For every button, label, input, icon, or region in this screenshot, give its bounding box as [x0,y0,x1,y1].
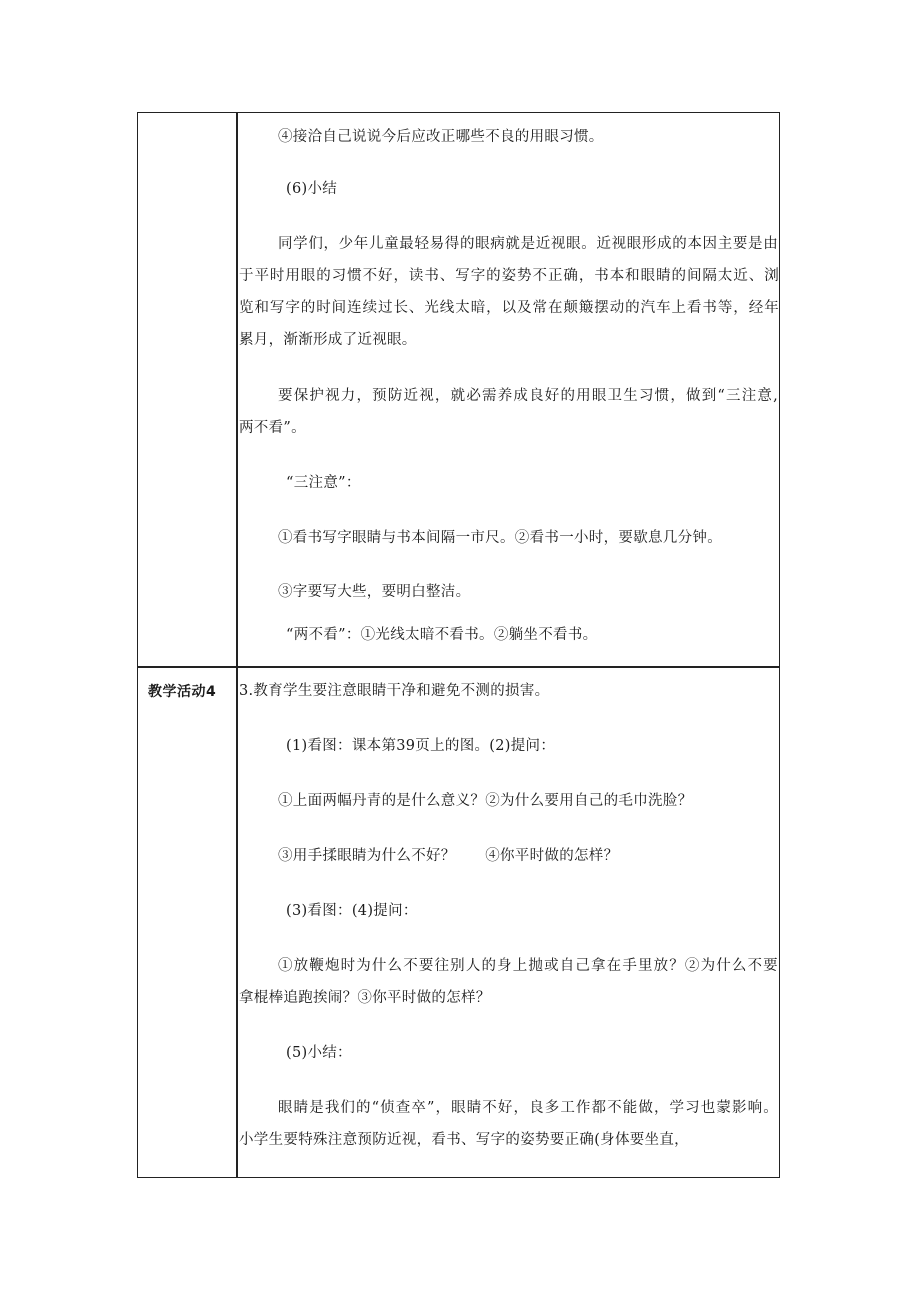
row1-line-9: “三注意”： [286,475,361,491]
row1-line-12: “两不看”：①光线太暗不看书。②躺坐不看书。 [286,627,598,643]
row-label-activity-4: 教学活动4 [148,684,217,700]
row2-line-2: (1)看图：课本第39页上的图。(2)提问： [286,738,556,754]
row2-line-10: 小学生要特殊注意预防近视，看书、写字的姿势要正确(身体要坐直， [239,1132,689,1148]
row1-line-5: 览和写字的时间连续过长、光线太暗，以及常在颠簸摆动的汽车上看书等，经年 [239,300,779,316]
row1-line-3: 同学们，少年儿童最轻易得的眼病就是近视眼。近视眼形成的本因主要是由 [278,236,778,252]
row-divider [138,666,779,668]
row1-line-6: 累月，渐渐形成了近视眼。 [239,332,417,348]
row2-line-5: (3)看图：(4)提问： [286,903,418,919]
row2-line-1: 3.教育学生要注意眼睛干净和避免不测的损害。 [239,683,550,699]
lesson-plan-table [137,112,780,1178]
row1-line-2: (6)小结 [286,181,338,197]
row1-line-4: 于平时用眼的习惯不好，读书、写字的姿势不正确，书本和眼睛的间隔太近、浏 [239,268,779,284]
row2-line-7: 拿棍棒追跑挨闹？③你平时做的怎样？ [239,990,491,1006]
row2-line-9: 眼睛是我们的“侦查卒”，眼睛不好，良多工作都不能做，学习也蒙影响。 [278,1100,778,1116]
row1-line-11: ③字要写大些，要明白整洁。 [278,584,471,600]
row1-line-7: 要保护视力，预防近视，就必需养成良好的用眼卫生习惯，做到“三注意, [278,388,778,404]
row1-line-8: 两不看”。 [239,420,306,436]
column-divider [236,113,238,1177]
row2-line-8: (5)小结： [286,1045,352,1061]
row2-line-6: ①放鞭炮时为什么不要往别人的身上抛或自己拿在手里放？②为什么不要 [278,958,778,974]
row1-line-1: ④接洽自己说说今后应改正哪些不良的用眼习惯。 [278,129,604,145]
row2-line-3: ①上面两幅丹青的是什么意义？②为什么要用自己的毛巾洗脸？ [278,793,693,809]
row1-line-10: ①看书写字眼睛与书本间隔一市尺。②看书一小时，要歇息几分钟。 [278,530,722,546]
row2-line-4: ③用手揉眼睛为什么不好？ ④你平时做的怎样？ [278,848,619,864]
